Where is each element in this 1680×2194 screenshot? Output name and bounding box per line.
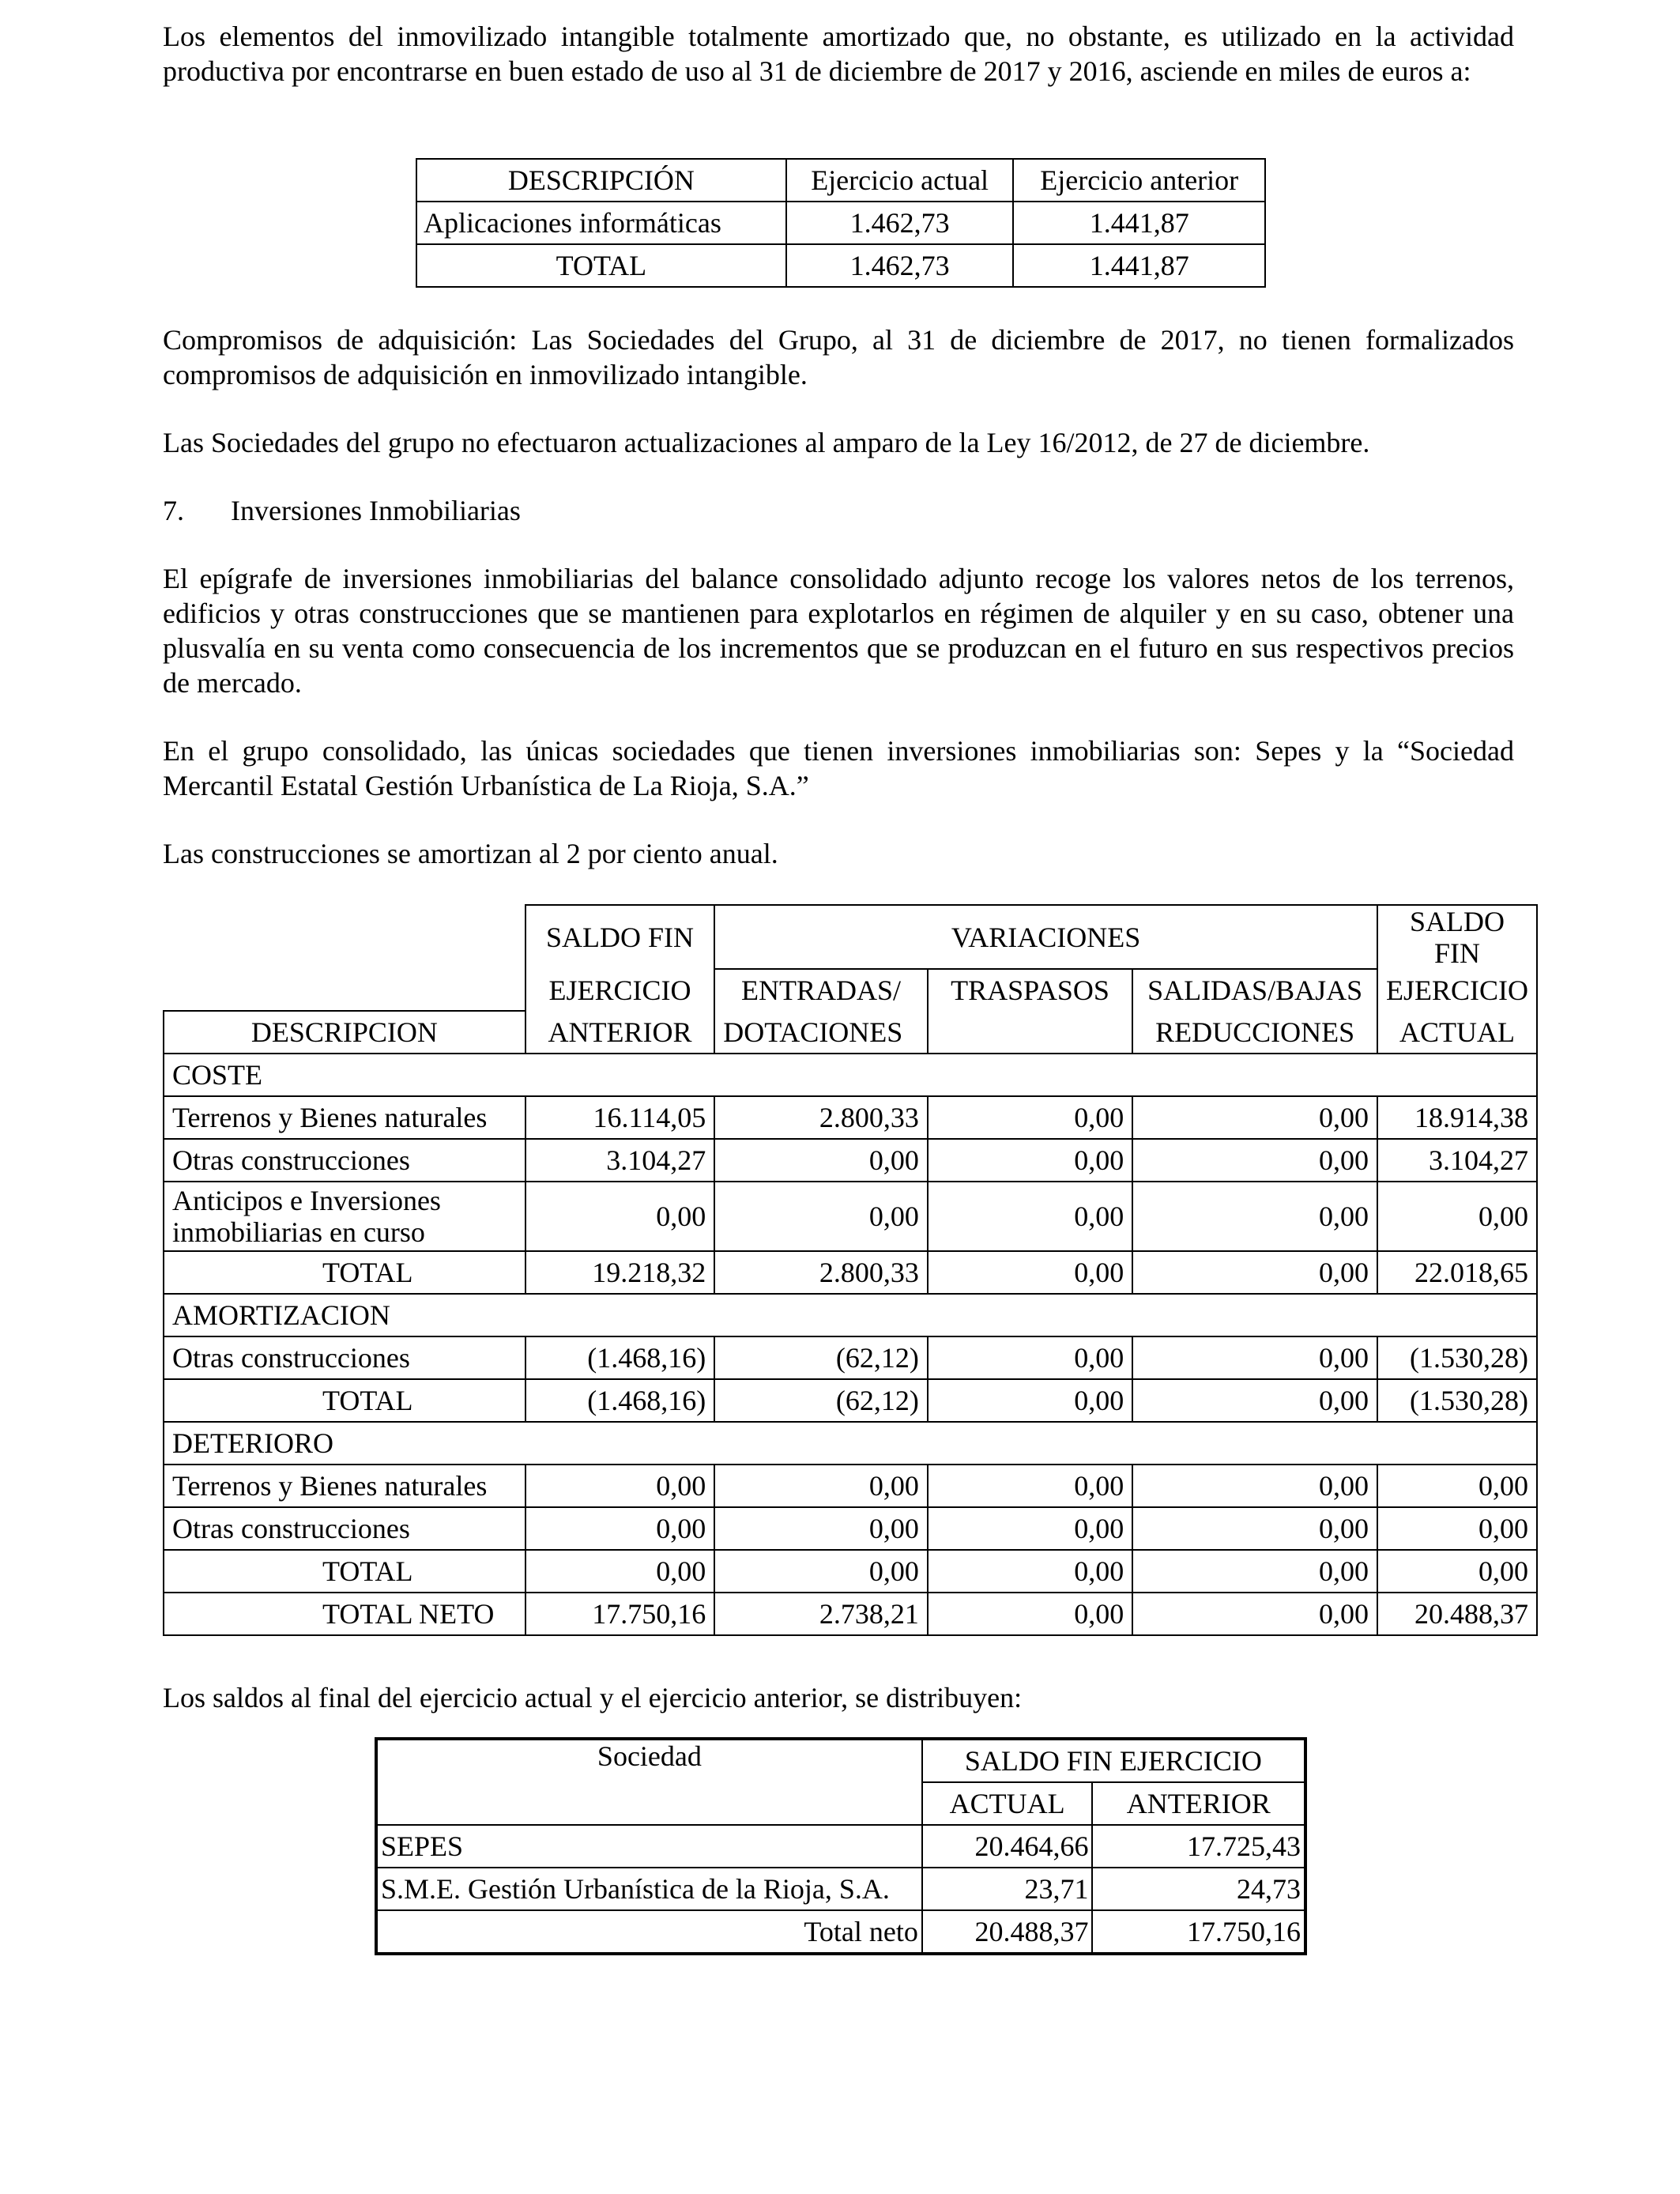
- table-row: [376, 1825, 1305, 1868]
- cell-label: TOTAL: [164, 1251, 525, 1294]
- cell-value: 0,00: [928, 1550, 1132, 1593]
- table-row: [164, 1507, 1537, 1550]
- cell-value: 0,00: [714, 1550, 928, 1593]
- label-line: Anticipos e Inversiones: [172, 1185, 441, 1216]
- cell-value: 18.914,38: [1377, 1096, 1537, 1139]
- section-row-coste: [164, 1054, 1537, 1096]
- table-row: [376, 1868, 1305, 1910]
- label-line: inmobiliarias en curso: [172, 1216, 425, 1248]
- paragraph-epigrafe: El epígrafe de inversiones inmobiliarias del balance consolidado adjunto recoge los valores netos de los terrenos, edificios y otras construcciones que se mantienen para explotarlos en régimen de alquiler y en su caso, obtener una plusvalía en su venta como consecuencia de los incrementos que se produzcan en el futuro en sus respectivos precios de mercado.: [163, 563, 1514, 699]
- paragraph-actualizaciones: Las Sociedades del grupo no efectuaron actualizaciones al amparo de la Ley 16/2012, de 27 de diciembre.: [163, 427, 1370, 458]
- table-row: [164, 1139, 1537, 1182]
- header-actual: ACTUAL: [922, 1782, 1093, 1825]
- cell-value: 0,00: [928, 1139, 1132, 1182]
- cell-value: (1.530,28): [1377, 1336, 1537, 1379]
- cell-value: 0,00: [525, 1507, 714, 1550]
- cell-value: 0,00: [1132, 1550, 1377, 1593]
- section-heading: [163, 493, 521, 528]
- paragraph-saldos: Los saldos al final del ejercicio actual y el ejercicio anterior, se distribuyen:: [163, 1682, 1023, 1713]
- cell-value: (62,12): [714, 1379, 928, 1422]
- table-row: [164, 1182, 1537, 1251]
- cell-value: 19.218,32: [525, 1251, 714, 1294]
- cell-value: 24,73: [1092, 1868, 1305, 1910]
- cell-label: TOTAL: [164, 1550, 525, 1593]
- cell-value: 0,00: [928, 1096, 1132, 1139]
- cell-value: 2.800,33: [714, 1096, 928, 1139]
- cell-value: 17.725,43: [1092, 1825, 1305, 1868]
- table-header-row: [164, 969, 1537, 1011]
- cell-value: 20.464,66: [922, 1825, 1093, 1868]
- cell-value: (1.530,28): [1377, 1379, 1537, 1422]
- cell-value: 0,00: [1377, 1507, 1537, 1550]
- cell-value: 1.462,73: [786, 244, 1014, 287]
- cell-label: TOTAL: [416, 244, 786, 287]
- cell-label: SEPES: [376, 1825, 922, 1868]
- table-row: [164, 1096, 1537, 1139]
- col-header-ejercicio-anterior: Ejercicio anterior: [1013, 159, 1265, 202]
- col-header-ejercicio-actual: Ejercicio actual: [786, 159, 1014, 202]
- header-sociedad: Sociedad: [376, 1739, 922, 1825]
- cell-value: 0,00: [714, 1139, 928, 1182]
- paragraph-compromisos: Compromisos de adquisición: Las Sociedades del Grupo, al 31 de diciembre de 2017, no tienen formalizados compromisos de adquisición en inmovilizado intangible.: [163, 324, 1514, 390]
- table-total-neto-row: [164, 1593, 1537, 1635]
- section-number: 7.: [163, 495, 184, 526]
- header-dotaciones: DOTACIONES: [714, 1011, 928, 1054]
- paragraph-grupo-consolidado: En el grupo consolidado, las únicas sociedades que tienen inversiones inmobiliarias son: Sepes y la “Sociedad Mercantil Estatal Gestión Urbanística de La Rioja, S.A.”: [163, 735, 1514, 801]
- cell-value: 0,00: [928, 1182, 1132, 1251]
- document-page: [163, 19, 1528, 1947]
- cell-value: 2.800,33: [714, 1251, 928, 1294]
- cell-label: TOTAL: [164, 1379, 525, 1422]
- section-label: COSTE: [164, 1054, 1537, 1096]
- section-title: Inversiones Inmobiliarias: [231, 495, 521, 526]
- table-total-row: [376, 1910, 1305, 1954]
- table-row: [164, 1465, 1537, 1507]
- cell-value: 0,00: [1132, 1139, 1377, 1182]
- cell-value: 20.488,37: [1377, 1593, 1537, 1635]
- header-actual: ACTUAL: [1377, 1011, 1537, 1054]
- header-reducciones: REDUCCIONES: [1132, 1011, 1377, 1054]
- header-ejercicio-anterior: EJERCICIO: [525, 969, 714, 1011]
- cell-value: 20.488,37: [922, 1910, 1093, 1954]
- cell-value: 0,00: [1377, 1465, 1537, 1507]
- header-entradas: ENTRADAS/: [714, 969, 928, 1011]
- table-row: [164, 1336, 1537, 1379]
- table-saldos-sociedad: [375, 1737, 1307, 1955]
- cell-label: Otras construcciones: [164, 1507, 525, 1550]
- cell-value: 2.738,21: [714, 1593, 928, 1635]
- cell-label: Otras construcciones: [164, 1336, 525, 1379]
- cell-value: 22.018,65: [1377, 1251, 1537, 1294]
- header-saldo-fin-ejercicio: SALDO FIN EJERCICIO: [922, 1739, 1305, 1782]
- cell-value: 0,00: [1377, 1550, 1537, 1593]
- cell-value: 0,00: [1132, 1593, 1377, 1635]
- cell-value: (1.468,16): [525, 1336, 714, 1379]
- table-intangible-amortizado: [416, 158, 1266, 288]
- cell-value: 0,00: [525, 1465, 714, 1507]
- header-anterior: ANTERIOR: [525, 1011, 714, 1054]
- table-total-row: [164, 1251, 1537, 1294]
- table-header-row: [164, 1011, 1537, 1054]
- cell-value: 0,00: [1132, 1507, 1377, 1550]
- cell-label: [164, 1182, 525, 1251]
- cell-value: 0,00: [525, 1182, 714, 1251]
- table-header-row: [164, 905, 1537, 969]
- cell-value: 0,00: [928, 1593, 1132, 1635]
- col-header-descripcion: DESCRIPCIÓN: [416, 159, 786, 202]
- cell-value: 0,00: [928, 1336, 1132, 1379]
- cell-label: Otras construcciones: [164, 1139, 525, 1182]
- table-header-row: [376, 1739, 1305, 1782]
- cell-value: 0,00: [525, 1550, 714, 1593]
- cell-label: Terrenos y Bienes naturales: [164, 1096, 525, 1139]
- cell-value: 0,00: [928, 1379, 1132, 1422]
- cell-label: S.M.E. Gestión Urbanística de la Rioja, S.A.: [376, 1868, 922, 1910]
- cell-value: 0,00: [928, 1507, 1132, 1550]
- header-saldo-fin-anterior: SALDO FIN: [525, 905, 714, 969]
- cell-value: 17.750,16: [1092, 1910, 1305, 1954]
- table-header-row: [416, 159, 1265, 202]
- cell-value: 0,00: [1132, 1096, 1377, 1139]
- cell-value: 16.114,05: [525, 1096, 714, 1139]
- cell-value: 1.441,87: [1013, 244, 1265, 287]
- paragraph-amortizacion: Las construcciones se amortizan al 2 por ciento anual.: [163, 838, 778, 869]
- cell-value: 0,00: [1132, 1251, 1377, 1294]
- cell-value: (62,12): [714, 1336, 928, 1379]
- cell-label: Terrenos y Bienes naturales: [164, 1465, 525, 1507]
- cell-value: 0,00: [1132, 1182, 1377, 1251]
- paragraph-intangible: Los elementos del inmovilizado intangible totalmente amortizado que, no obstante, es utilizado en la actividad productiva por encontrarse en buen estado de uso al 31 de diciembre de 2017 y 2016, asciende en miles de euros a:: [163, 21, 1514, 87]
- cell-label: TOTAL NETO: [164, 1593, 525, 1635]
- cell-value: 0,00: [928, 1251, 1132, 1294]
- cell-value: 3.104,27: [1377, 1139, 1537, 1182]
- cell-value: 0,00: [1377, 1182, 1537, 1251]
- cell-value: 0,00: [714, 1465, 928, 1507]
- cell-value: 17.750,16: [525, 1593, 714, 1635]
- table-total-row: [164, 1550, 1537, 1593]
- header-saldo-fin-actual: SALDO FIN: [1377, 905, 1537, 969]
- section-label: AMORTIZACION: [164, 1294, 1537, 1336]
- table-total-row: [416, 244, 1265, 287]
- cell-value: 0,00: [928, 1465, 1132, 1507]
- header-descripcion: DESCRIPCION: [164, 1011, 525, 1054]
- cell-value: 0,00: [1132, 1379, 1377, 1422]
- section-label: DETERIORO: [164, 1422, 1537, 1465]
- cell-value: 1.462,73: [786, 202, 1014, 244]
- section-row-amortizacion: [164, 1294, 1537, 1336]
- cell-value: 3.104,27: [525, 1139, 714, 1182]
- table-row: [416, 202, 1265, 244]
- cell-value: 23,71: [922, 1868, 1093, 1910]
- header-ejercicio-actual: EJERCICIO: [1377, 969, 1537, 1011]
- cell-value: 0,00: [1132, 1336, 1377, 1379]
- section-row-deterioro: [164, 1422, 1537, 1465]
- cell-value: 1.441,87: [1013, 202, 1265, 244]
- table-total-row: [164, 1379, 1537, 1422]
- cell-label: Total neto: [376, 1910, 922, 1954]
- header-variaciones: VARIACIONES: [714, 905, 1377, 969]
- header-salidas: SALIDAS/BAJAS: [1132, 969, 1377, 1011]
- header-traspasos: TRASPASOS: [928, 969, 1132, 1011]
- cell-value: 0,00: [1132, 1465, 1377, 1507]
- cell-value: 0,00: [714, 1507, 928, 1550]
- cell-value: (1.468,16): [525, 1379, 714, 1422]
- header-anterior: ANTERIOR: [1092, 1782, 1305, 1825]
- cell-value: 0,00: [714, 1182, 928, 1251]
- cell-label: Aplicaciones informáticas: [416, 202, 786, 244]
- table-inversiones-inmobiliarias: [163, 904, 1538, 1636]
